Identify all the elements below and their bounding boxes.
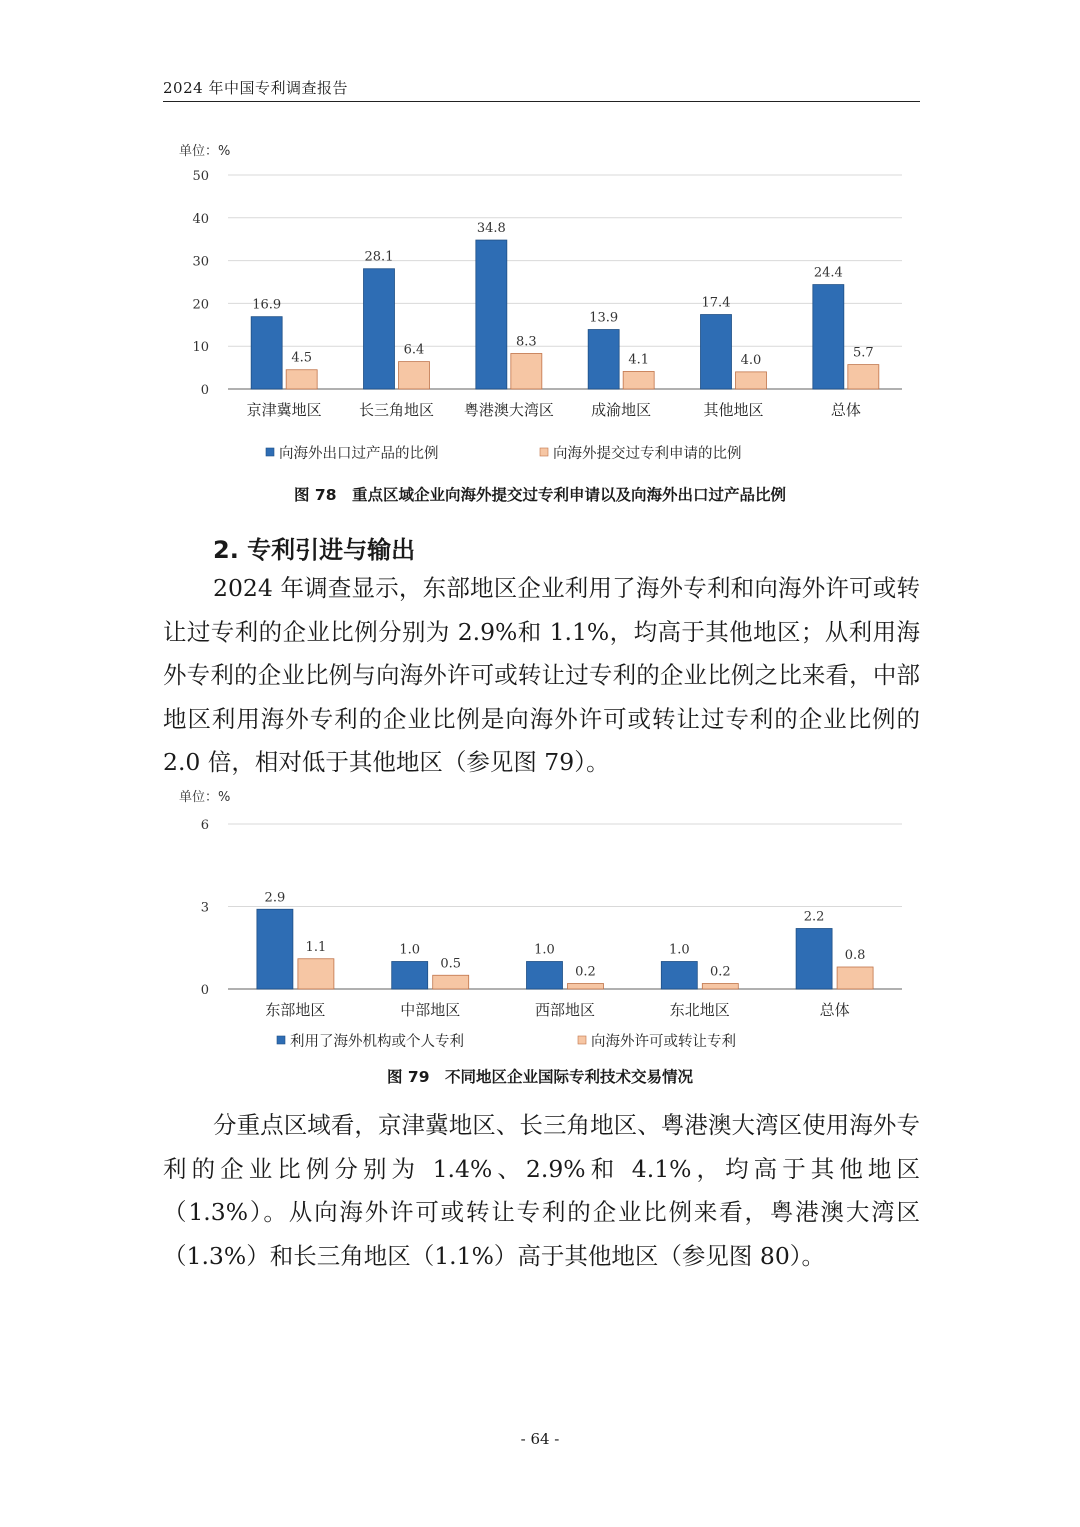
legend-swatch <box>277 1036 285 1044</box>
data-label: 8.3 <box>515 334 537 350</box>
bar-series1 <box>392 962 428 990</box>
chart-svg <box>0 135 1080 475</box>
data-label: 1.1 <box>305 939 327 955</box>
x-tick-label: 东部地区 <box>265 1001 326 1019</box>
unit-label: 单位：% <box>179 790 231 805</box>
y-tick-label: 20 <box>192 297 209 313</box>
legend-label: 向海外提交过专利申请的比例 <box>553 446 742 462</box>
chart-fig78 <box>0 135 1080 475</box>
bar-series2 <box>837 967 873 989</box>
y-tick-label: 3 <box>200 900 209 916</box>
data-label: 4.1 <box>628 352 650 368</box>
x-tick-label: 长三角地区 <box>358 401 435 419</box>
x-tick-label: 西部地区 <box>534 1001 596 1019</box>
data-label: 2.9 <box>264 890 286 906</box>
bar-series2 <box>848 365 879 389</box>
page-header <box>163 78 920 102</box>
data-label: 24.4 <box>813 265 843 281</box>
data-label: 0.8 <box>844 948 866 963</box>
bar-series2 <box>736 372 767 389</box>
data-label: 2.2 <box>803 909 825 925</box>
bar-series1 <box>257 909 293 989</box>
bar-series2 <box>433 975 469 989</box>
page-number: - 64 - <box>520 1430 560 1448</box>
x-tick-label: 东北地区 <box>669 1001 730 1019</box>
data-label: 34.8 <box>476 221 506 237</box>
bar-series1 <box>813 285 844 389</box>
legend-swatch <box>266 448 274 456</box>
x-tick-label: 京津冀地区 <box>246 401 322 419</box>
bar-series2 <box>298 959 334 989</box>
bar-series1 <box>796 929 832 990</box>
bar-series2 <box>702 984 738 990</box>
x-tick-label: 其他地区 <box>703 401 764 419</box>
figure-caption-78: 图 78 重点区域企业向海外提交过专利申请以及向海外出口过产品比例 <box>294 486 786 504</box>
bar-series1 <box>701 315 732 389</box>
figure-caption-79: 图 79 不同地区企业国际专利技术交易情况 <box>387 1068 693 1086</box>
bar-series1 <box>476 240 507 389</box>
data-label: 0.5 <box>440 956 462 972</box>
y-tick-label: 6 <box>200 818 209 833</box>
legend-label: 利用了海外机构或个人专利 <box>290 1034 464 1050</box>
data-label: 0.2 <box>575 964 596 980</box>
data-label: 1.0 <box>534 942 555 958</box>
data-label: 4.5 <box>291 350 313 366</box>
chart-svg <box>0 780 1080 1055</box>
legend-label: 向海外出口过产品的比例 <box>279 446 439 462</box>
bar-series1 <box>588 330 619 389</box>
data-label: 0.2 <box>709 964 731 980</box>
data-label: 6.4 <box>403 342 425 358</box>
x-tick-label: 总体 <box>830 401 861 419</box>
data-label: 16.9 <box>252 297 282 313</box>
paragraph-1: 2024 年调查显示，东部地区企业利用了海外专利和向海外许可或转让过专利的企业比例分别为 2.9%和 1.1%，均高于其他地区；从利用海外专利的企业比例与向海外许可或转让过专利的企业比例之比来看，中部地区利用海外专利的企业比例是向海外许可或转让过专利的企业比例的 2.0 倍，相对低于其他地区（参见图 79）。 <box>163 574 920 776</box>
y-tick-label: 30 <box>192 254 209 270</box>
data-label: 28.1 <box>364 249 394 265</box>
paragraph-2: 分重点区域看，京津冀地区、长三角地区、粤港澳大湾区使用海外专利的企业比例分别为 1.4%、2.9%和 4.1%，均高于其他地区（1.3%）。从向海外许可或转让专利的企业比例来看，粤港澳大湾区（1.3%）和长三角地区（1.1%）高于其他地区（参见图 80）。 <box>163 1111 920 1270</box>
chart-fig79 <box>0 780 1080 1055</box>
data-label: 17.4 <box>701 295 731 311</box>
legend-label: 向海外许可或转让专利 <box>591 1034 736 1050</box>
y-tick-label: 40 <box>192 211 209 227</box>
bar-series1 <box>661 962 697 990</box>
bar-series1 <box>251 317 282 389</box>
y-tick-label: 0 <box>200 383 209 398</box>
bar-series2 <box>286 370 317 389</box>
x-tick-label: 粤港澳大湾区 <box>463 401 554 419</box>
header-title: 2024 年中国专利调查报告 <box>163 79 348 97</box>
section-title: 2. 专利引进与输出 <box>213 536 416 564</box>
bar-series2 <box>399 362 430 389</box>
x-tick-label: 成渝地区 <box>591 401 652 419</box>
legend-swatch <box>540 448 548 456</box>
x-tick-label: 总体 <box>819 1001 850 1019</box>
unit-label: 单位：% <box>179 144 231 159</box>
bar-series1 <box>364 269 395 389</box>
legend-swatch <box>578 1036 586 1044</box>
data-label: 1.0 <box>668 942 690 958</box>
bar-series2 <box>568 984 604 990</box>
x-tick-label: 中部地区 <box>400 1001 461 1019</box>
data-label: 1.0 <box>399 942 421 958</box>
bar-series2 <box>511 353 542 389</box>
y-tick-label: 50 <box>192 169 209 184</box>
data-label: 13.9 <box>589 310 619 326</box>
bar-series2 <box>623 371 654 389</box>
y-tick-label: 0 <box>200 983 209 998</box>
bar-series1 <box>527 962 563 990</box>
data-label: 4.0 <box>740 352 762 368</box>
y-tick-label: 10 <box>192 340 209 356</box>
data-label: 5.7 <box>852 345 874 361</box>
